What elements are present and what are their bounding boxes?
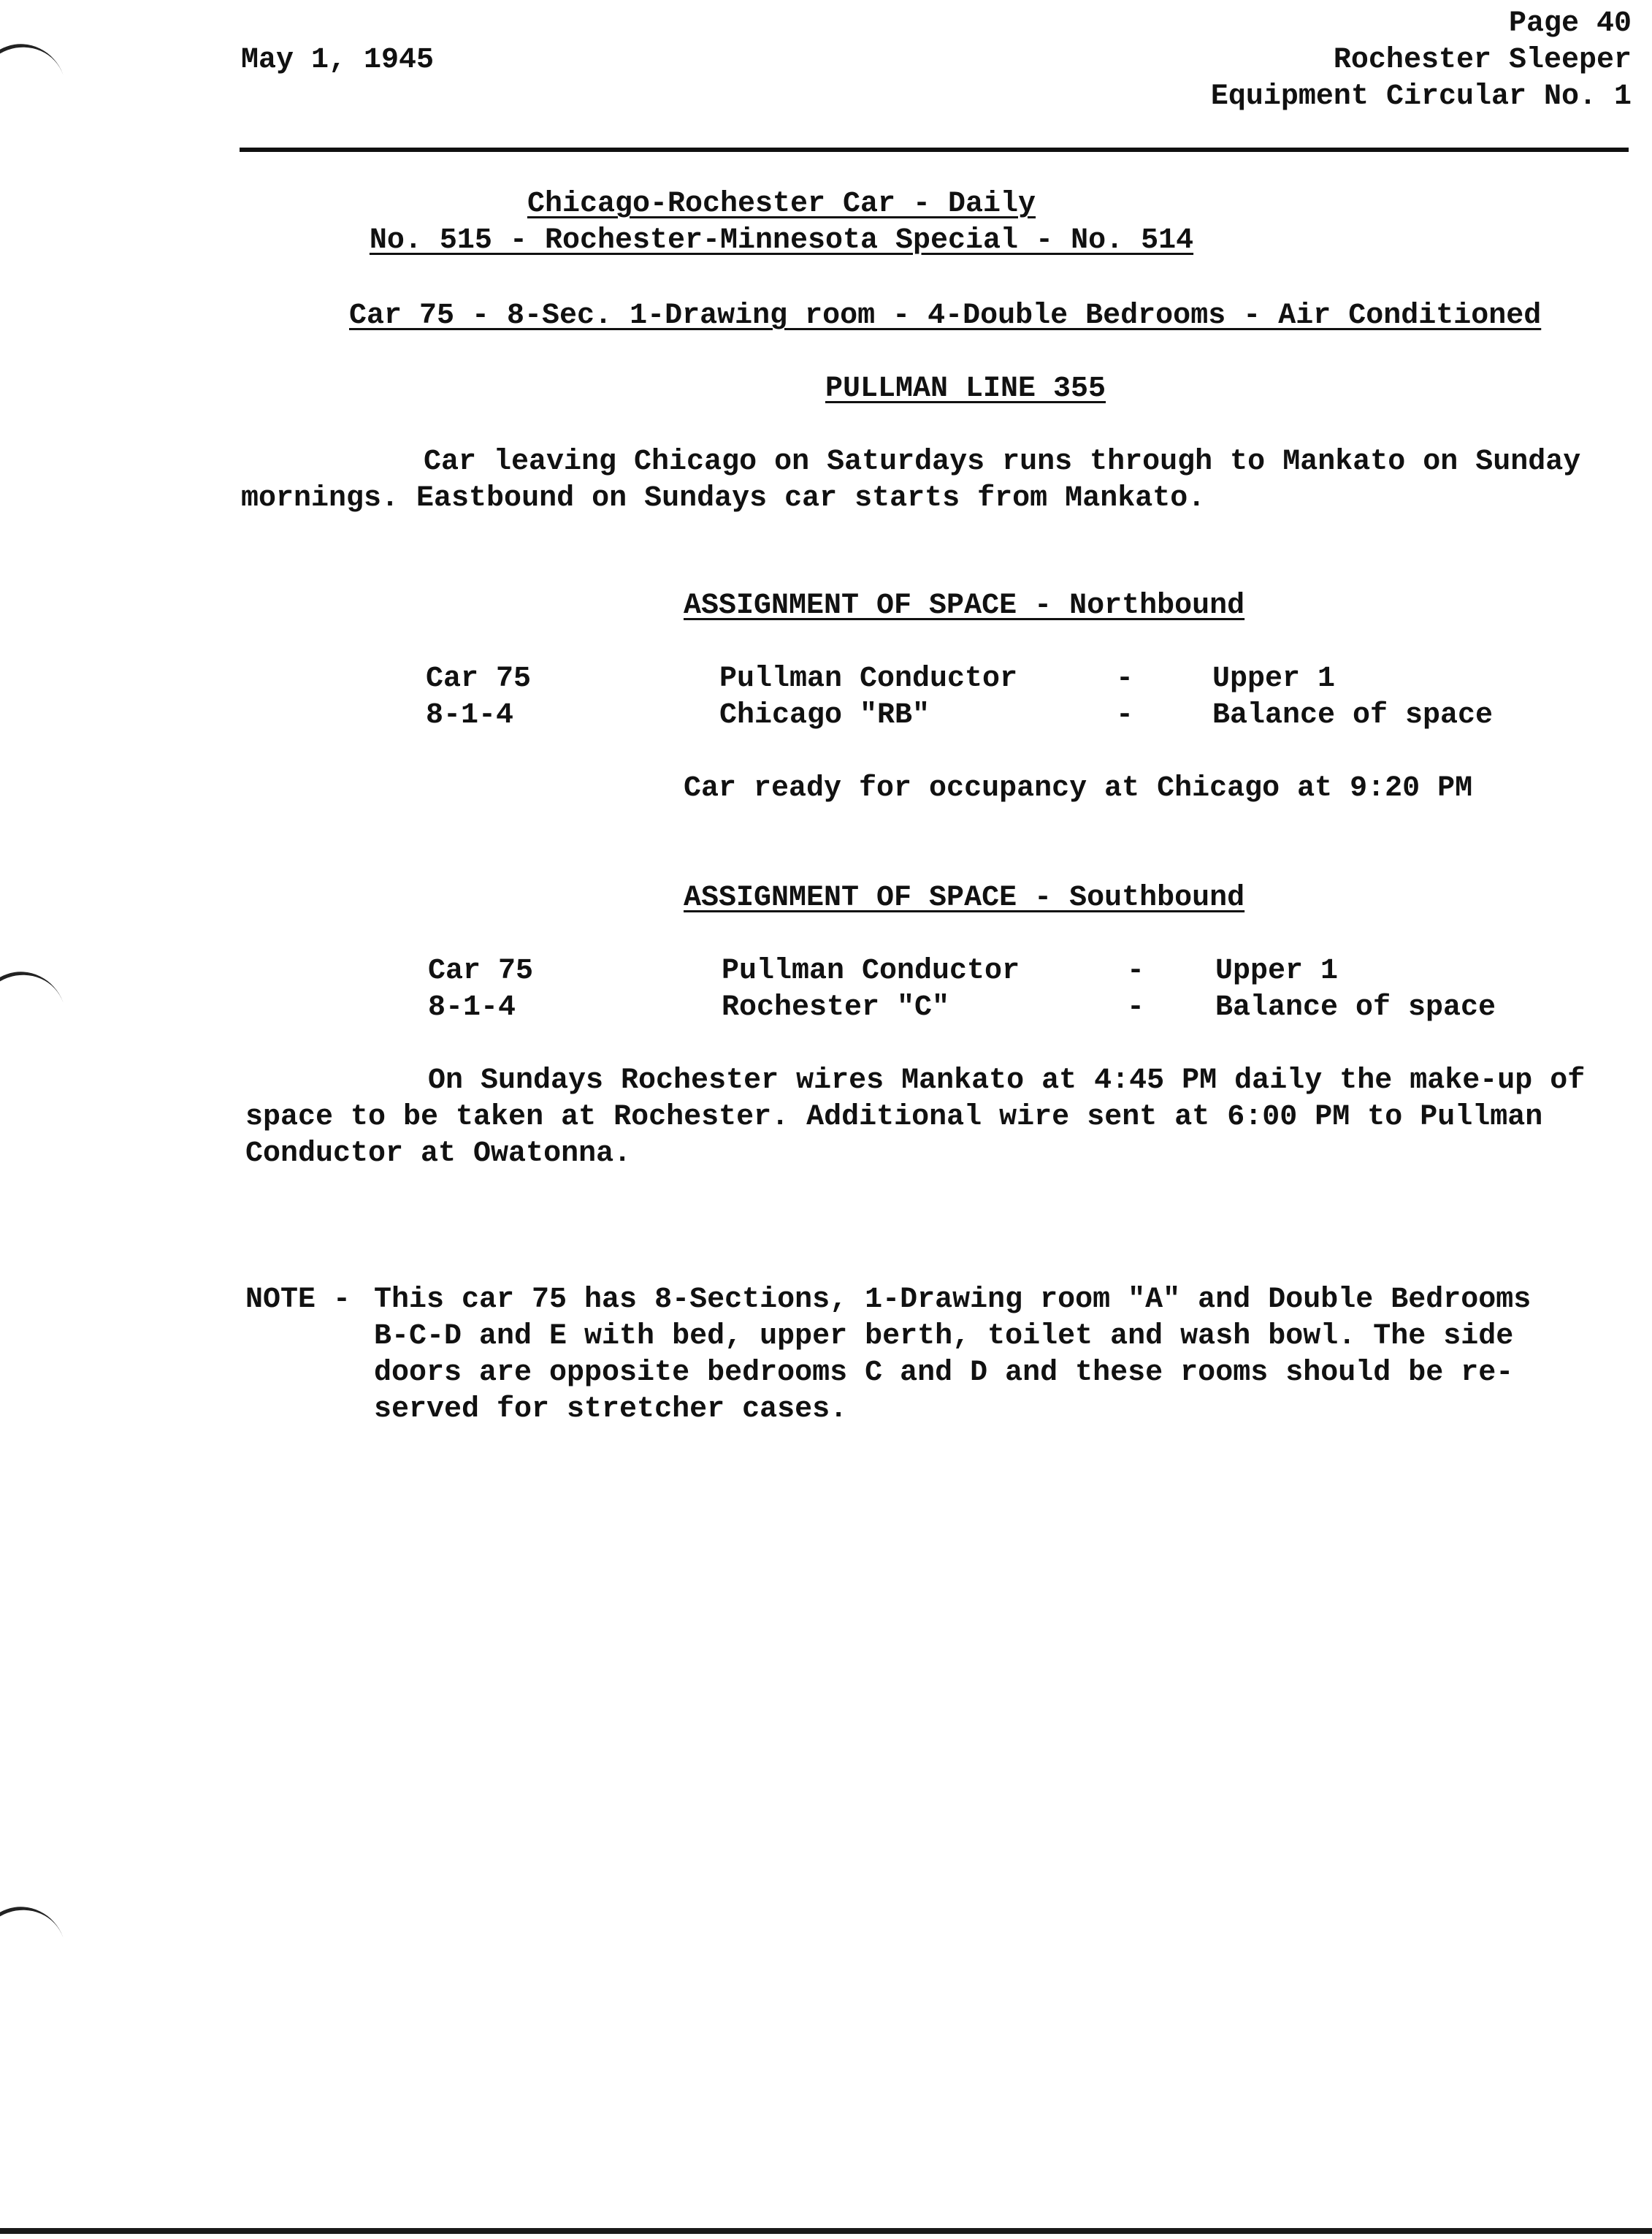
nb-row1-who: Pullman Conductor (719, 663, 1018, 695)
title-line: PULLMAN LINE 355 (825, 373, 1106, 405)
sb-row1-who: Pullman Conductor (722, 955, 1020, 988)
title-route: Chicago-Rochester Car - Daily (527, 188, 1036, 221)
sb-row2-car: 8-1-4 (428, 991, 516, 1024)
binder-hole-top (0, 31, 79, 148)
title-3-wrap (349, 298, 1541, 335)
binder-hole-bottom (0, 1894, 79, 2010)
nb-occupancy-note: Car ready for occupancy at Chicago at 9:20 PM (684, 772, 1473, 805)
header-line2: Rochester Sleeper (1333, 44, 1632, 77)
nb-row2-car: 8-1-4 (426, 699, 514, 732)
sb-row1-space: Upper 1 (1215, 955, 1339, 988)
wire-line-2: space to be taken at Rochester. Additional wire sent at 6:00 PM to Pullman (245, 1101, 1543, 1134)
northbound-heading: ASSIGNMENT OF SPACE - Northbound (684, 590, 1245, 622)
title-2-wrap (241, 223, 1322, 259)
title-1-wrap (241, 186, 1322, 223)
title-train: No. 515 - Rochester-Minnesota Special - No. 514 (369, 224, 1194, 257)
sb-row1-car: Car 75 (428, 955, 534, 988)
nb-row2-dash: - (1116, 699, 1134, 732)
sb-row2-space: Balance of space (1215, 991, 1496, 1024)
wire-line-1: On Sundays Rochester wires Mankato at 4:45 PM daily the make-up of (428, 1064, 1586, 1097)
header-date: May 1, 1945 (241, 44, 435, 77)
note-line-1: This car 75 has 8-Sections, 1-Drawing room "A" and Double Bedrooms (374, 1283, 1531, 1316)
nb-row1-space: Upper 1 (1212, 663, 1336, 695)
southbound-heading: ASSIGNMENT OF SPACE - Southbound (684, 882, 1245, 915)
note-line-3: doors are opposite bedrooms C and D and these rooms should be re- (374, 1357, 1514, 1389)
nb-row2-space: Balance of space (1212, 699, 1494, 732)
sb-row2-dash: - (1127, 991, 1145, 1024)
sb-row1-dash: - (1127, 955, 1145, 988)
sb-row2-who: Rochester "C" (722, 991, 950, 1024)
note-line-4: served for stretcher cases. (374, 1393, 848, 1426)
note-line-2: B-C-D and E with bed, upper berth, toilet and wash bowl. The side (374, 1320, 1514, 1353)
intro-line-2: mornings. Eastbound on Sundays car starts from Mankato. (241, 482, 1206, 515)
header-rule (240, 148, 1629, 152)
title-4-wrap (825, 371, 1106, 408)
header-line3: Equipment Circular No. 1 (1210, 80, 1632, 113)
page-bottom-edge (0, 2228, 1652, 2234)
header-page: Page 40 (1508, 7, 1632, 40)
nb-row1-dash: - (1116, 663, 1134, 695)
title-car: Car 75 - 8-Sec. 1-Drawing room - 4-Double Bedrooms - Air Conditioned (349, 300, 1542, 332)
intro-line-1: Car leaving Chicago on Saturdays runs through to Mankato on Sunday (424, 446, 1581, 478)
nb-row1-car: Car 75 (426, 663, 532, 695)
binder-hole-middle (0, 959, 79, 1075)
southbound-heading-wrap (684, 880, 1244, 917)
nb-row2-who: Chicago "RB" (719, 699, 930, 732)
northbound-heading-wrap (684, 588, 1244, 625)
wire-line-3: Conductor at Owatonna. (245, 1137, 632, 1170)
note-label: NOTE - (245, 1283, 351, 1316)
